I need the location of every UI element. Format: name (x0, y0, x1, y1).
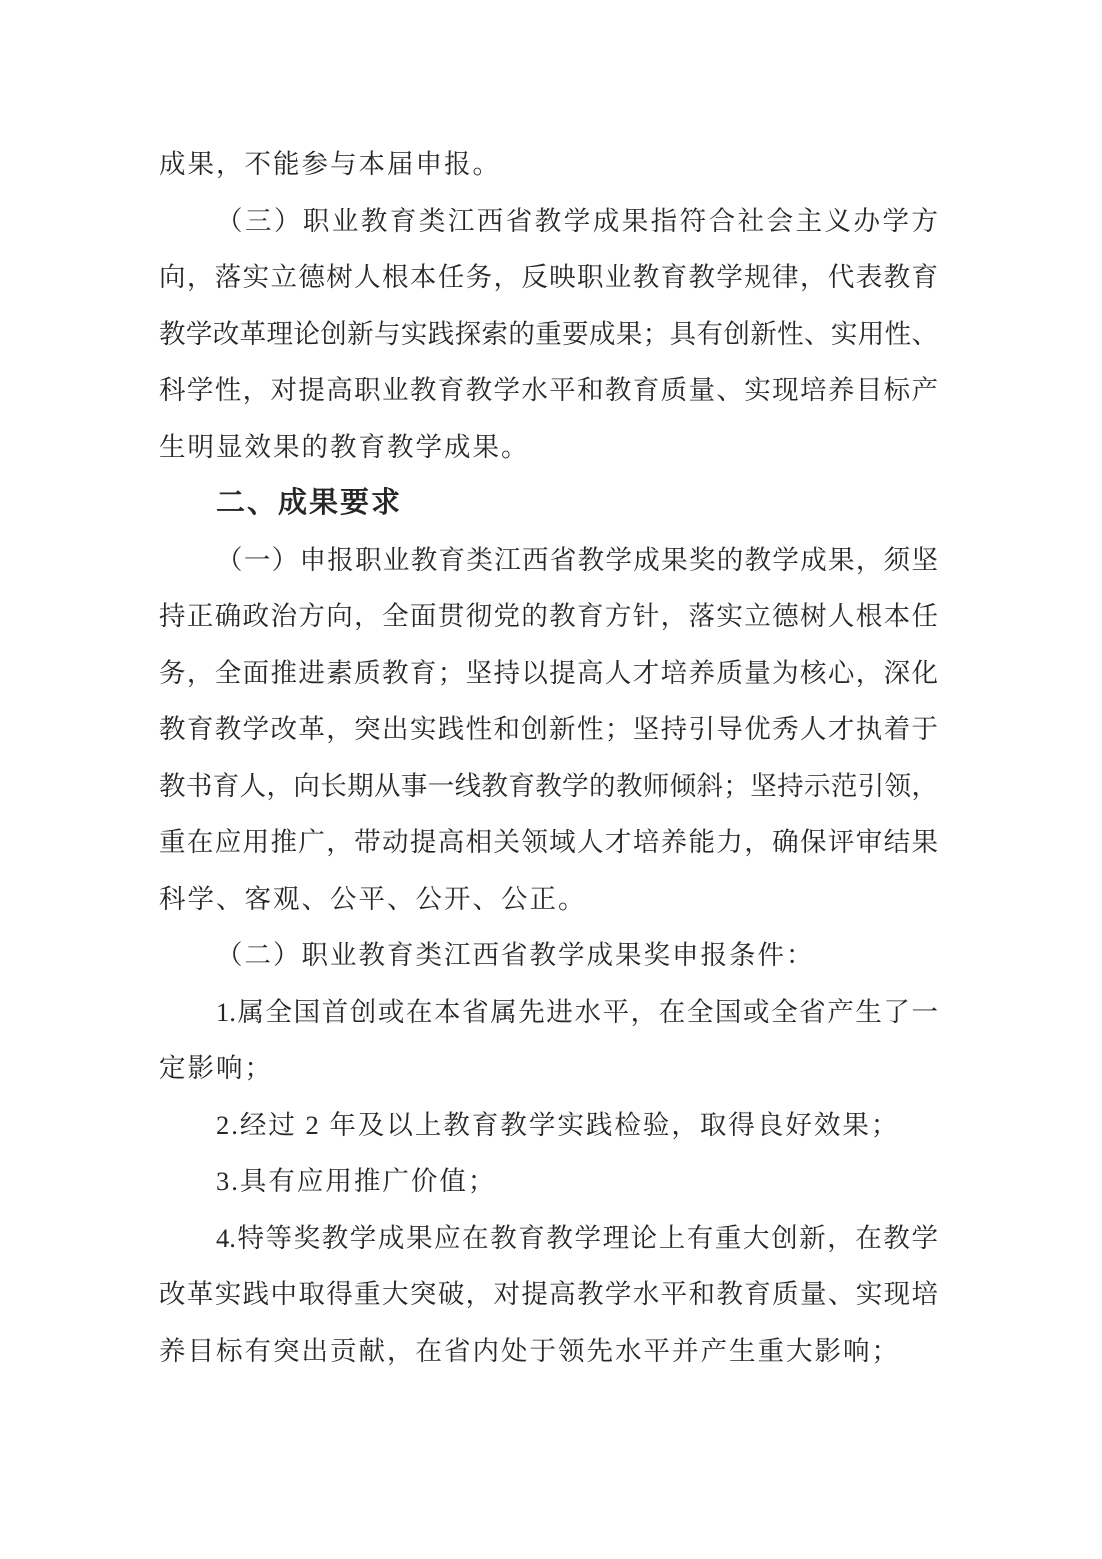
text-line: 重在应用推广，带动提高相关领域人才培养能力，确保评审结果 (159, 827, 938, 857)
text-line: 教育教学改革，突出实践性和创新性；坚持引导优秀人才执着于 (159, 714, 938, 744)
text-line: 持正确政治方向，全面贯彻党的教育方针，落实立德树人根本任 (159, 601, 938, 631)
text-line: 改革实践中取得重大突破，对提高教学水平和教育质量、实现培 (159, 1279, 938, 1309)
text-line: （三）职业教育类江西省教学成果指符合社会主义办学方 (216, 205, 938, 236)
text-line: 科学性，对提高职业教育教学水平和教育质量、实现培养目标产 (159, 375, 938, 405)
text-line: （一）申报职业教育类江西省教学成果奖的教学成果，须坚 (216, 544, 938, 575)
text-line: 科学、客观、公平、公开、公正。 (159, 883, 587, 914)
text-line: 向，落实立德树人根本任务，反映职业教育教学规律，代表教育 (159, 262, 938, 292)
text-line: 4.特等奖教学成果应在教育教学理论上有重大创新，在教学 (216, 1222, 938, 1253)
section-heading: 二、成果要求 (216, 487, 403, 519)
text-line: 1.属全国首创或在本省属先进水平，在全国或全省产生了一 (216, 996, 938, 1027)
text-line: 教书育人，向长期从事一线教育教学的教师倾斜；坚持示范引领， (159, 770, 938, 801)
text-line: 教学改革理论创新与实践探索的重要成果；具有创新性、实用性、 (159, 318, 938, 349)
text-line: 2.经过 2 年及以上教育教学实践检验，取得良好效果； (216, 1109, 900, 1140)
text-line: 成果，不能参与本届申报。 (159, 149, 501, 179)
text-column (159, 136, 938, 1379)
text-line: （二）职业教育类江西省教学成果奖申报条件： (216, 940, 815, 970)
text-line: 生明显效果的教育教学成果。 (159, 431, 530, 462)
text-line: 定影响； (159, 1053, 273, 1083)
text-line: 养目标有突出贡献，在省内处于领先水平并产生重大影响； (159, 1335, 900, 1366)
text-line: 3.具有应用推广价值； (216, 1166, 497, 1196)
text-line: 务，全面推进素质教育；坚持以提高人才培养质量为核心，深化 (159, 657, 938, 688)
